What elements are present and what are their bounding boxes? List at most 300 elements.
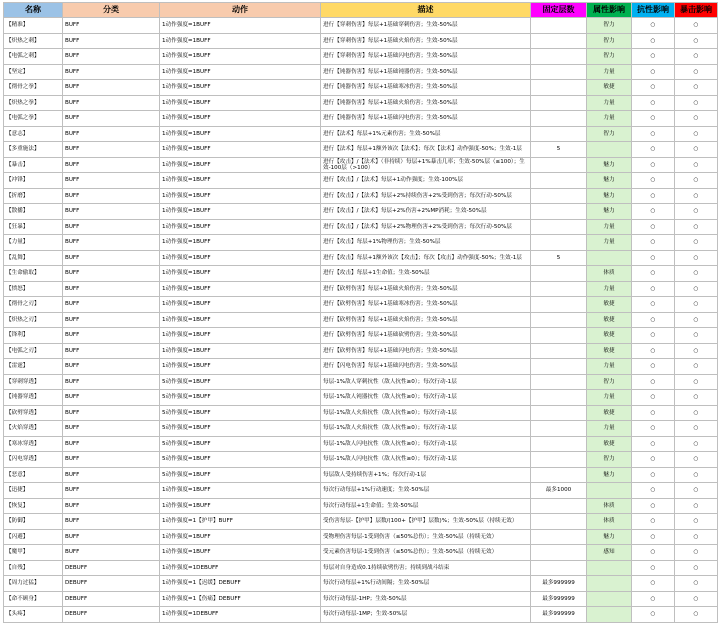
cell-resistance: ○ [632, 374, 675, 390]
table-row [4, 250, 718, 266]
cell-action: 1动作强度=1BUFF [160, 343, 321, 359]
cell-crit: ○ [675, 421, 718, 437]
table-row [4, 452, 718, 468]
cell-name: 【电弧之拳】 [4, 111, 63, 127]
cell-action: 5动作强度=1BUFF [160, 452, 321, 468]
cell-name: 【电弧之刺】 [4, 49, 63, 65]
cell-fixed-stacks [531, 312, 587, 328]
cell-crit: ○ [675, 281, 718, 297]
cell-description: 进行【穿刺伤害】每层+1基础火焰伤害；生效-50%层 [321, 33, 531, 49]
cell-attribute [587, 483, 632, 499]
cell-category: BUFF [63, 343, 160, 359]
effects-table [3, 2, 718, 623]
cell-resistance: ○ [632, 390, 675, 406]
table-row [4, 576, 718, 592]
cell-description: 进行【砍劈伤害】每层+1基础火焰伤害；生效-50%层 [321, 312, 531, 328]
cell-description: 进行【砍劈伤害】每层+1基础火焰伤害；生效-50%层 [321, 281, 531, 297]
cell-description: 进行【攻击】/【法术】每层+2%物理伤害+2%受到伤害；每次行动-50%层 [321, 219, 531, 235]
cell-action: 1动作强度=1BUFF [160, 126, 321, 142]
cell-crit: ○ [675, 576, 718, 592]
cell-resistance: ○ [632, 80, 675, 96]
cell-name: 【寒冰穿透】 [4, 436, 63, 452]
cell-name: 【周力过猛】 [4, 576, 63, 592]
table-row [4, 18, 718, 34]
cell-name: 【火焰穿透】 [4, 421, 63, 437]
cell-category: BUFF [63, 111, 160, 127]
table-row [4, 328, 718, 344]
table-row [4, 111, 718, 127]
cell-action: 1动作强度=1BUFF [160, 359, 321, 375]
cell-fixed-stacks [531, 545, 587, 561]
cell-action: 5动作强度=1BUFF [160, 405, 321, 421]
cell-crit: ○ [675, 33, 718, 49]
cell-action: 1动作强度=1BUFF [160, 64, 321, 80]
cell-category: BUFF [63, 266, 160, 282]
cell-crit: ○ [675, 126, 718, 142]
cell-action: 1动作强度=1BUFF [160, 529, 321, 545]
cell-name: 【乱舞】 [4, 250, 63, 266]
cell-attribute: 智力 [587, 126, 632, 142]
cell-crit: ○ [675, 529, 718, 545]
cell-description: 进行【穿刺伤害】每层+1基础闪电伤害；生效-50%层 [321, 49, 531, 65]
cell-resistance: ○ [632, 421, 675, 437]
cell-attribute [587, 142, 632, 158]
cell-attribute: 敏捷 [587, 297, 632, 313]
cell-resistance: ○ [632, 405, 675, 421]
cell-description: 进行【穿刺伤害】每层+1基础穿刺伤害；生效-50%层 [321, 18, 531, 34]
cell-name: 【恶意】 [4, 467, 63, 483]
cell-description: 进行【砍劈伤害】每层+1基础寒冰伤害；生效-50%层 [321, 297, 531, 313]
cell-name: 【砍劈穿透】 [4, 405, 63, 421]
table-row [4, 281, 718, 297]
cell-action: 1动作强度=1BUFF [160, 111, 321, 127]
cell-action: 1动作强度=1BUFF [160, 312, 321, 328]
cell-action: 1动作强度=1BUFF [160, 483, 321, 499]
cell-attribute: 敏捷 [587, 80, 632, 96]
cell-attribute: 智力 [587, 18, 632, 34]
table-row [4, 80, 718, 96]
cell-fixed-stacks [531, 498, 587, 514]
table-row [4, 359, 718, 375]
header-description: 描述 [321, 3, 531, 18]
cell-fixed-stacks [531, 64, 587, 80]
cell-fixed-stacks [531, 452, 587, 468]
cell-category: BUFF [63, 33, 160, 49]
cell-name: 【恢复】 [4, 498, 63, 514]
header-row [4, 3, 718, 18]
cell-attribute: 敏捷 [587, 343, 632, 359]
cell-description: 进行【钝器伤害】每层+1基础寒冰伤害；生效-50%层 [321, 80, 531, 96]
cell-action: 1动作强度=1BUFF [160, 33, 321, 49]
cell-description: 每层-1%敌人火焰抗性（敌人抗性≥0）；每次行动-1层 [321, 421, 531, 437]
cell-attribute: 感知 [587, 545, 632, 561]
cell-action: 5动作强度=1BUFF [160, 436, 321, 452]
cell-category: DEBUFF [63, 607, 160, 623]
cell-attribute: 力量 [587, 95, 632, 111]
cell-fixed-stacks [531, 281, 587, 297]
cell-crit: ○ [675, 312, 718, 328]
cell-name: 【雷霆】 [4, 359, 63, 375]
table-row [4, 545, 718, 561]
cell-attribute: 力量 [587, 111, 632, 127]
table-row [4, 343, 718, 359]
cell-resistance: ○ [632, 591, 675, 607]
cell-fixed-stacks [531, 95, 587, 111]
cell-description: 受伤害每层-【护甲】层数/(100+【护甲】层数)%；生效-50%层（持续无效） [321, 514, 531, 530]
cell-category: BUFF [63, 328, 160, 344]
cell-crit: ○ [675, 219, 718, 235]
cell-category: BUFF [63, 281, 160, 297]
cell-action: 1动作强度=1【护甲】BUFF [160, 514, 321, 530]
cell-action: 5动作强度=1BUFF [160, 390, 321, 406]
cell-resistance: ○ [632, 64, 675, 80]
cell-name: 【折磨】 [4, 188, 63, 204]
cell-crit: ○ [675, 514, 718, 530]
header-fixed-stacks: 固定层数 [531, 3, 587, 18]
cell-fixed-stacks: 最多999999 [531, 607, 587, 623]
cell-attribute: 体质 [587, 266, 632, 282]
cell-attribute: 智力 [587, 452, 632, 468]
table-row [4, 591, 718, 607]
cell-crit: ○ [675, 591, 718, 607]
cell-name: 【多重施法】 [4, 142, 63, 158]
cell-resistance: ○ [632, 312, 675, 328]
cell-resistance: ○ [632, 157, 675, 173]
cell-description: 进行【攻击】/【法术】每层+2%持续伤害+2%受到伤害；每次行动-50%层 [321, 188, 531, 204]
cell-fixed-stacks [531, 126, 587, 142]
cell-resistance: ○ [632, 18, 675, 34]
table-row [4, 467, 718, 483]
cell-resistance: ○ [632, 498, 675, 514]
cell-description: 进行【钝器伤害】每层+1基础钝器伤害；生效-50%层 [321, 64, 531, 80]
cell-action: 5动作强度=1BUFF [160, 467, 321, 483]
cell-fixed-stacks [531, 157, 587, 173]
cell-crit: ○ [675, 545, 718, 561]
cell-fixed-stacks [531, 421, 587, 437]
cell-resistance: ○ [632, 529, 675, 545]
cell-name: 【炽热之刃】 [4, 312, 63, 328]
cell-fixed-stacks [531, 33, 587, 49]
table-row [4, 266, 718, 282]
cell-name: 【彻骨之刃】 [4, 297, 63, 313]
cell-action: 1动作强度=1BUFF [160, 49, 321, 65]
cell-resistance: ○ [632, 95, 675, 111]
table-row [4, 126, 718, 142]
cell-fixed-stacks [531, 343, 587, 359]
cell-attribute: 力量 [587, 421, 632, 437]
cell-crit: ○ [675, 157, 718, 173]
cell-description: 进行【攻击】每层+1额外该次【攻击】；每次【攻击】动作强度-50%；生效-1层 [321, 250, 531, 266]
cell-description: 每层-1%敌人穿刺抗性（敌人抗性≥0）；每次行动-1层 [321, 374, 531, 390]
cell-resistance: ○ [632, 436, 675, 452]
cell-resistance: ○ [632, 250, 675, 266]
cell-description: 每次行动每层-1HP；生效-50%层 [321, 591, 531, 607]
cell-name: 【头疼】 [4, 607, 63, 623]
table-row [4, 405, 718, 421]
cell-action: 1动作强度=1【迟缓】DEBUFF [160, 576, 321, 592]
header-action: 动作 [160, 3, 321, 18]
cell-description: 进行【砍劈伤害】每层+1基础闪电伤害；生效-50%层 [321, 343, 531, 359]
cell-category: BUFF [63, 545, 160, 561]
cell-attribute: 魅力 [587, 188, 632, 204]
cell-category: BUFF [63, 312, 160, 328]
cell-crit: ○ [675, 374, 718, 390]
cell-resistance: ○ [632, 266, 675, 282]
cell-attribute [587, 250, 632, 266]
cell-fixed-stacks: 最多999999 [531, 576, 587, 592]
cell-description: 受元素伤害每层-1受到伤害（≤50%总伤）；生效-50%层（持续无效） [321, 545, 531, 561]
cell-crit: ○ [675, 204, 718, 220]
cell-resistance: ○ [632, 33, 675, 49]
header-attribute: 属性影响 [587, 3, 632, 18]
cell-name: 【防御】 [4, 514, 63, 530]
cell-description: 进行【钝器伤害】每层+1基础闪电伤害；生效-50%层 [321, 111, 531, 127]
cell-crit: ○ [675, 297, 718, 313]
cell-category: BUFF [63, 405, 160, 421]
cell-attribute: 智力 [587, 49, 632, 65]
cell-category: BUFF [63, 421, 160, 437]
cell-description: 每层对自身造成0.1持续砍劈伤害；持续到战斗结束 [321, 560, 531, 576]
table-row [4, 297, 718, 313]
cell-fixed-stacks [531, 297, 587, 313]
cell-name: 【炽热之拳】 [4, 95, 63, 111]
cell-fixed-stacks [531, 204, 587, 220]
cell-name: 【魔甲】 [4, 545, 63, 561]
cell-action: 1动作强度=1【伤痛】DEBUFF [160, 591, 321, 607]
cell-action: 1动作强度=1BUFF [160, 545, 321, 561]
cell-name: 【暴击】 [4, 157, 63, 173]
cell-fixed-stacks [531, 359, 587, 375]
cell-action: 1动作强度=1BUFF [160, 266, 321, 282]
cell-crit: ○ [675, 607, 718, 623]
cell-description: 每次行动每层+1生命值；生效-50%层 [321, 498, 531, 514]
cell-fixed-stacks: 最多1000 [531, 483, 587, 499]
cell-resistance: ○ [632, 343, 675, 359]
cell-crit: ○ [675, 483, 718, 499]
cell-resistance: ○ [632, 142, 675, 158]
table-row [4, 49, 718, 65]
table-row [4, 421, 718, 437]
cell-attribute: 魅力 [587, 529, 632, 545]
cell-resistance: ○ [632, 281, 675, 297]
cell-description: 每次行动每层+1%行动间隔；生效-50%层 [321, 576, 531, 592]
cell-category: BUFF [63, 142, 160, 158]
cell-description: 进行【攻击】/【法术】每层+1动作强度；生效-100%层 [321, 173, 531, 189]
cell-attribute: 力量 [587, 235, 632, 251]
cell-action: 1动作强度=1DEBUFF [160, 607, 321, 623]
cell-crit: ○ [675, 173, 718, 189]
cell-resistance: ○ [632, 607, 675, 623]
cell-resistance: ○ [632, 235, 675, 251]
cell-fixed-stacks [531, 405, 587, 421]
cell-name: 【彻骨之拳】 [4, 80, 63, 96]
cell-fixed-stacks [531, 374, 587, 390]
cell-attribute: 智力 [587, 374, 632, 390]
cell-category: BUFF [63, 95, 160, 111]
cell-crit: ○ [675, 235, 718, 251]
cell-name: 【散播】 [4, 204, 63, 220]
cell-resistance: ○ [632, 514, 675, 530]
cell-resistance: ○ [632, 188, 675, 204]
cell-attribute: 力量 [587, 64, 632, 80]
cell-category: BUFF [63, 80, 160, 96]
cell-attribute: 力量 [587, 390, 632, 406]
cell-attribute [587, 576, 632, 592]
cell-resistance: ○ [632, 297, 675, 313]
cell-crit: ○ [675, 498, 718, 514]
cell-category: BUFF [63, 157, 160, 173]
cell-attribute: 力量 [587, 219, 632, 235]
cell-description: 进行【攻击】/【法术】（非持续）每层+1%暴击几率；生效-50%层（≤100）；生效-100层（>100） [321, 157, 531, 173]
cell-fixed-stacks [531, 219, 587, 235]
cell-action: 5动作强度=1BUFF [160, 421, 321, 437]
cell-fixed-stacks [531, 173, 587, 189]
cell-attribute: 敏捷 [587, 328, 632, 344]
cell-action: 1动作强度=1BUFF [160, 157, 321, 173]
cell-fixed-stacks [531, 390, 587, 406]
table-row [4, 188, 718, 204]
cell-fixed-stacks [531, 560, 587, 576]
cell-resistance: ○ [632, 545, 675, 561]
cell-name: 【愤怒】 [4, 281, 63, 297]
cell-category: BUFF [63, 436, 160, 452]
table-row [4, 560, 718, 576]
cell-fixed-stacks [531, 436, 587, 452]
cell-crit: ○ [675, 436, 718, 452]
cell-category: DEBUFF [63, 576, 160, 592]
cell-action: 1动作强度=1BUFF [160, 95, 321, 111]
cell-name: 【生命偷取】 [4, 266, 63, 282]
cell-fixed-stacks [531, 111, 587, 127]
cell-description: 每层-1%敌人闪电抗性（敌人抗性≥0）；每次行动-1层 [321, 452, 531, 468]
cell-crit: ○ [675, 452, 718, 468]
cell-resistance: ○ [632, 126, 675, 142]
cell-action: 1动作强度=1BUFF [160, 281, 321, 297]
cell-description: 进行【法术】每层+1%元素伤害；生效-50%层 [321, 126, 531, 142]
cell-description: 进行【法术】每层+1额外该次【法术】；每次【法术】动作强度-50%；生效-1层 [321, 142, 531, 158]
header-category: 分类 [63, 3, 160, 18]
cell-fixed-stacks [531, 467, 587, 483]
cell-category: DEBUFF [63, 591, 160, 607]
cell-crit: ○ [675, 328, 718, 344]
cell-action: 1动作强度=1BUFF [160, 173, 321, 189]
cell-crit: ○ [675, 250, 718, 266]
header-name: 名称 [4, 3, 63, 18]
cell-name: 【狂暴】 [4, 219, 63, 235]
cell-category: BUFF [63, 374, 160, 390]
table-row [4, 64, 718, 80]
cell-crit: ○ [675, 343, 718, 359]
cell-category: BUFF [63, 173, 160, 189]
cell-category: BUFF [63, 390, 160, 406]
table-row [4, 142, 718, 158]
cell-category: BUFF [63, 204, 160, 220]
cell-resistance: ○ [632, 111, 675, 127]
cell-description: 进行【攻击】每层+1生命值；生效-50%层 [321, 266, 531, 282]
cell-fixed-stacks [531, 188, 587, 204]
table-row [4, 514, 718, 530]
cell-resistance: ○ [632, 560, 675, 576]
cell-attribute: 魅力 [587, 173, 632, 189]
cell-description: 每次行动每层+1%行动速度；生效-50%层 [321, 483, 531, 499]
table-row [4, 95, 718, 111]
cell-description: 每层-1%敌人闪电抗性（敌人抗性≥0）；每次行动-1层 [321, 436, 531, 452]
cell-crit: ○ [675, 95, 718, 111]
cell-attribute: 魅力 [587, 467, 632, 483]
cell-description: 进行【闪电伤害】每层+1基础闪电伤害；生效-50%层 [321, 359, 531, 375]
cell-name: 【力量】 [4, 235, 63, 251]
cell-attribute: 魅力 [587, 204, 632, 220]
cell-description: 进行【砍劈伤害】每层+1基础砍劈伤害；生效-50%层 [321, 328, 531, 344]
cell-fixed-stacks [531, 80, 587, 96]
cell-category: BUFF [63, 514, 160, 530]
cell-action: 1动作强度=1BUFF [160, 204, 321, 220]
cell-action: 1动作强度=1BUFF [160, 250, 321, 266]
cell-attribute: 敏捷 [587, 436, 632, 452]
cell-name: 【电弧之刃】 [4, 343, 63, 359]
cell-fixed-stacks [531, 514, 587, 530]
cell-attribute: 魅力 [587, 157, 632, 173]
cell-action: 1动作强度=1BUFF [160, 297, 321, 313]
cell-fixed-stacks: 5 [531, 250, 587, 266]
cell-fixed-stacks: 最多999999 [531, 591, 587, 607]
cell-name: 【闪电穿透】 [4, 452, 63, 468]
cell-description: 每次行动每层-1MP；生效-50%层 [321, 607, 531, 623]
cell-resistance: ○ [632, 49, 675, 65]
cell-category: BUFF [63, 297, 160, 313]
cell-name: 【意志】 [4, 126, 63, 142]
cell-name: 【炽热之刺】 [4, 33, 63, 49]
cell-crit: ○ [675, 64, 718, 80]
table-row [4, 374, 718, 390]
cell-fixed-stacks [531, 266, 587, 282]
cell-attribute: 力量 [587, 359, 632, 375]
cell-description: 受物理伤害每层-1受到伤害（≤50%总伤）；生效-50%层（持续无效） [321, 529, 531, 545]
cell-crit: ○ [675, 390, 718, 406]
cell-category: BUFF [63, 18, 160, 34]
cell-attribute: 敏捷 [587, 405, 632, 421]
cell-fixed-stacks [531, 235, 587, 251]
cell-name: 【闪避】 [4, 529, 63, 545]
header-resistance: 抗性影响 [632, 3, 675, 18]
table-row [4, 235, 718, 251]
table-row [4, 498, 718, 514]
cell-category: BUFF [63, 188, 160, 204]
cell-attribute: 力量 [587, 281, 632, 297]
cell-name: 【坚定】 [4, 64, 63, 80]
cell-action: 1动作强度=1BUFF [160, 142, 321, 158]
cell-description: 每层-1%敌人火焰抗性（敌人抗性≥0）；每次行动-1层 [321, 405, 531, 421]
cell-action: 1动作强度=1BUFF [160, 328, 321, 344]
cell-category: BUFF [63, 219, 160, 235]
cell-crit: ○ [675, 49, 718, 65]
table-row [4, 33, 718, 49]
cell-crit: ○ [675, 18, 718, 34]
cell-resistance: ○ [632, 219, 675, 235]
cell-crit: ○ [675, 111, 718, 127]
table-row [4, 173, 718, 189]
cell-name: 【钝器穿透】 [4, 390, 63, 406]
cell-name: 【锋利】 [4, 328, 63, 344]
cell-category: BUFF [63, 483, 160, 499]
cell-fixed-stacks [531, 49, 587, 65]
cell-name: 【迅捷】 [4, 483, 63, 499]
cell-category: BUFF [63, 467, 160, 483]
cell-category: BUFF [63, 126, 160, 142]
cell-name: 【冲锋】 [4, 173, 63, 189]
cell-fixed-stacks [531, 529, 587, 545]
cell-description: 每层敌人受持续伤害+1%；每次行动-1层 [321, 467, 531, 483]
